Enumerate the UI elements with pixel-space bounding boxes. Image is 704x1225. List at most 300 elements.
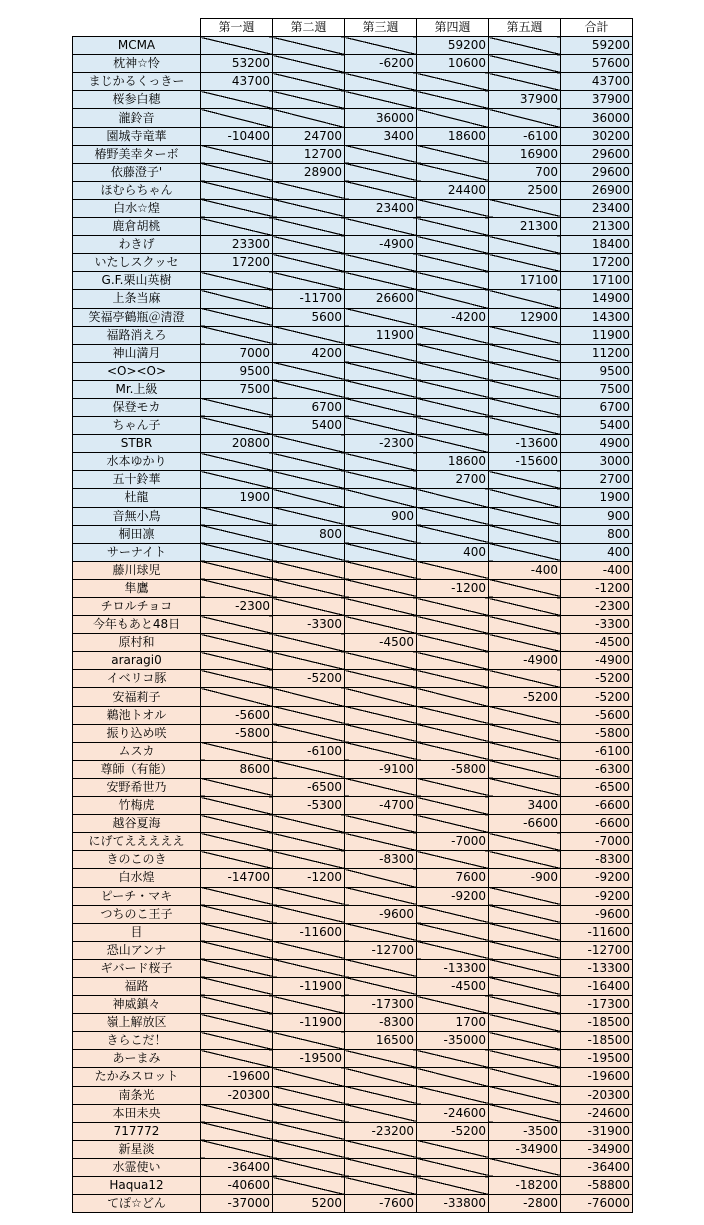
total-cell: -24600 [561, 1104, 633, 1122]
table-row [73, 37, 633, 55]
week-3-cell: -12700 [345, 941, 417, 959]
table-row [73, 181, 633, 199]
table-row [73, 1140, 633, 1158]
week-2-cell [273, 652, 345, 670]
week-4-cell [417, 290, 489, 308]
week-3-cell: 23400 [345, 199, 417, 217]
week-1-cell [201, 815, 273, 833]
week-5-cell [489, 1104, 561, 1122]
player-name-cell: 越谷夏海 [73, 815, 201, 833]
total-cell: -31900 [561, 1122, 633, 1140]
player-name-cell: 新星淡 [73, 1140, 201, 1158]
week-1-cell [201, 833, 273, 851]
week-3-cell: -2300 [345, 435, 417, 453]
player-name-cell: 717772 [73, 1122, 201, 1140]
week-1-cell [201, 616, 273, 634]
week-5-cell [489, 1014, 561, 1032]
week-2-cell: -11900 [273, 977, 345, 995]
player-name-cell: つちのこ王子 [73, 905, 201, 923]
week-5-cell [489, 742, 561, 760]
week-4-cell [417, 199, 489, 217]
table-row [73, 905, 633, 923]
player-name-cell: <O><O> [73, 362, 201, 380]
total-cell: -6500 [561, 778, 633, 796]
week-2-cell [273, 362, 345, 380]
week-2-cell: -5300 [273, 797, 345, 815]
week-3-cell [345, 1068, 417, 1086]
week-5-cell: 16900 [489, 145, 561, 163]
week-5-cell [489, 670, 561, 688]
week-2-cell [273, 1068, 345, 1086]
week-3-cell [345, 145, 417, 163]
week-4-cell [417, 489, 489, 507]
player-name-cell: 目 [73, 923, 201, 941]
week-3-cell [345, 471, 417, 489]
week-3-cell [345, 453, 417, 471]
table-row [73, 109, 633, 127]
header-total: 合計 [561, 19, 633, 37]
week-4-cell [417, 1140, 489, 1158]
player-name-cell: 安野希世乃 [73, 778, 201, 796]
week-4-cell: -4500 [417, 977, 489, 995]
week-1-cell: -19600 [201, 1068, 273, 1086]
week-3-cell: -8300 [345, 851, 417, 869]
week-2-cell: 12700 [273, 145, 345, 163]
week-3-cell [345, 344, 417, 362]
week-4-cell [417, 525, 489, 543]
table-row [73, 127, 633, 145]
week-1-cell [201, 1122, 273, 1140]
total-cell: 14300 [561, 308, 633, 326]
week-2-cell [273, 941, 345, 959]
week-3-cell [345, 1086, 417, 1104]
week-2-cell [273, 561, 345, 579]
week-2-cell [273, 579, 345, 597]
week-4-cell: -4200 [417, 308, 489, 326]
week-2-cell [273, 996, 345, 1014]
table-row [73, 561, 633, 579]
table-row [73, 579, 633, 597]
player-name-cell: 水霊使い [73, 1158, 201, 1176]
week-1-cell [201, 797, 273, 815]
player-name-cell: 神威鎮々 [73, 996, 201, 1014]
week-1-cell: -36400 [201, 1158, 273, 1176]
table-row [73, 254, 633, 272]
week-2-cell [273, 543, 345, 561]
table-row [73, 634, 633, 652]
total-cell: 57600 [561, 55, 633, 73]
total-cell: 2700 [561, 471, 633, 489]
week-3-cell [345, 652, 417, 670]
week-5-cell: 17100 [489, 272, 561, 290]
week-1-cell [201, 778, 273, 796]
header-week-3: 第三週 [345, 19, 417, 37]
total-cell: -11600 [561, 923, 633, 941]
player-name-cell: 桐田凛 [73, 525, 201, 543]
week-3-cell: 900 [345, 507, 417, 525]
week-5-cell [489, 616, 561, 634]
table-row [73, 471, 633, 489]
week-3-cell [345, 598, 417, 616]
week-2-cell [273, 1032, 345, 1050]
total-cell: 900 [561, 507, 633, 525]
table-row [73, 272, 633, 290]
week-1-cell [201, 507, 273, 525]
week-2-cell [273, 1104, 345, 1122]
week-4-cell [417, 1068, 489, 1086]
table-row [73, 941, 633, 959]
player-name-cell: STBR [73, 435, 201, 453]
week-2-cell: 28900 [273, 163, 345, 181]
table-row [73, 1104, 633, 1122]
week-5-cell: -6100 [489, 127, 561, 145]
week-4-cell [417, 996, 489, 1014]
total-cell: 7500 [561, 380, 633, 398]
week-4-cell [417, 598, 489, 616]
week-2-cell: 5400 [273, 417, 345, 435]
week-2-cell [273, 634, 345, 652]
week-5-cell [489, 290, 561, 308]
week-5-cell [489, 1086, 561, 1104]
total-cell: 400 [561, 543, 633, 561]
week-1-cell: -5600 [201, 706, 273, 724]
week-4-cell [417, 272, 489, 290]
week-4-cell [417, 905, 489, 923]
total-cell: -19600 [561, 1068, 633, 1086]
week-3-cell: -17300 [345, 996, 417, 1014]
week-2-cell [273, 1158, 345, 1176]
week-4-cell [417, 797, 489, 815]
total-cell: -20300 [561, 1086, 633, 1104]
week-1-cell: 8600 [201, 760, 273, 778]
week-3-cell [345, 869, 417, 887]
week-1-cell: 7000 [201, 344, 273, 362]
player-name-cell: 今年もあと48日 [73, 616, 201, 634]
week-5-cell [489, 996, 561, 1014]
week-3-cell [345, 163, 417, 181]
week-2-cell [273, 851, 345, 869]
week-1-cell [201, 525, 273, 543]
total-cell: 29600 [561, 163, 633, 181]
player-name-cell: ムスカ [73, 742, 201, 760]
table-row [73, 145, 633, 163]
total-cell: 14900 [561, 290, 633, 308]
week-5-cell [489, 977, 561, 995]
week-3-cell: -4700 [345, 797, 417, 815]
week-4-cell: -24600 [417, 1104, 489, 1122]
week-1-cell [201, 417, 273, 435]
week-4-cell [417, 109, 489, 127]
week-3-cell: -6200 [345, 55, 417, 73]
week-1-cell [201, 851, 273, 869]
table-row [73, 598, 633, 616]
week-2-cell [273, 435, 345, 453]
week-5-cell: -13600 [489, 435, 561, 453]
player-name-cell: 安福莉子 [73, 688, 201, 706]
week-4-cell [417, 634, 489, 652]
week-2-cell: -6100 [273, 742, 345, 760]
table-row [73, 163, 633, 181]
player-name-cell: 南条光 [73, 1086, 201, 1104]
week-4-cell: -9200 [417, 887, 489, 905]
total-cell: 18400 [561, 236, 633, 254]
table-row [73, 959, 633, 977]
player-name-cell: G.F.栗山英樹 [73, 272, 201, 290]
week-3-cell: -9100 [345, 760, 417, 778]
week-4-cell: 59200 [417, 37, 489, 55]
week-3-cell [345, 579, 417, 597]
week-1-cell [201, 1050, 273, 1068]
total-cell: 3000 [561, 453, 633, 471]
week-5-cell: -15600 [489, 453, 561, 471]
table-row [73, 977, 633, 995]
week-3-cell [345, 417, 417, 435]
table-row [73, 1086, 633, 1104]
total-cell: 37900 [561, 91, 633, 109]
table-row [73, 1014, 633, 1032]
week-2-cell [273, 1122, 345, 1140]
week-1-cell [201, 290, 273, 308]
player-name-cell: チロルチョコ [73, 598, 201, 616]
total-cell: -4500 [561, 634, 633, 652]
player-name-cell: 恐山アンナ [73, 941, 201, 959]
week-2-cell [273, 55, 345, 73]
total-cell: 9500 [561, 362, 633, 380]
week-2-cell [273, 706, 345, 724]
week-5-cell [489, 905, 561, 923]
total-cell: 23400 [561, 199, 633, 217]
week-5-cell: -34900 [489, 1140, 561, 1158]
week-5-cell [489, 55, 561, 73]
week-4-cell: 24400 [417, 181, 489, 199]
total-cell: -17300 [561, 996, 633, 1014]
total-cell: -4900 [561, 652, 633, 670]
week-3-cell [345, 1177, 417, 1195]
week-5-cell [489, 362, 561, 380]
week-5-cell [489, 199, 561, 217]
player-name-cell: 水本ゆかり [73, 453, 201, 471]
player-name-cell: 福路消えろ [73, 326, 201, 344]
week-3-cell [345, 181, 417, 199]
week-3-cell [345, 398, 417, 416]
week-1-cell: 20800 [201, 435, 273, 453]
total-cell: -400 [561, 561, 633, 579]
week-5-cell [489, 706, 561, 724]
week-4-cell: 1700 [417, 1014, 489, 1032]
week-1-cell [201, 163, 273, 181]
week-3-cell [345, 977, 417, 995]
week-1-cell [201, 181, 273, 199]
week-5-cell [489, 344, 561, 362]
week-1-cell: -14700 [201, 869, 273, 887]
total-cell: -16400 [561, 977, 633, 995]
week-1-cell: -37000 [201, 1195, 273, 1213]
week-2-cell [273, 815, 345, 833]
week-5-cell: -18200 [489, 1177, 561, 1195]
score-table [72, 18, 633, 1213]
week-2-cell [273, 471, 345, 489]
week-1-cell [201, 1140, 273, 1158]
week-4-cell [417, 380, 489, 398]
week-4-cell [417, 742, 489, 760]
total-cell: 29600 [561, 145, 633, 163]
week-1-cell [201, 923, 273, 941]
table-row [73, 489, 633, 507]
week-4-cell [417, 616, 489, 634]
total-cell: 1900 [561, 489, 633, 507]
week-2-cell [273, 1140, 345, 1158]
total-cell: 17100 [561, 272, 633, 290]
week-3-cell: 3400 [345, 127, 417, 145]
total-cell: 11900 [561, 326, 633, 344]
week-3-cell: 16500 [345, 1032, 417, 1050]
week-5-cell [489, 1032, 561, 1050]
total-cell: -7000 [561, 833, 633, 851]
week-2-cell: 5600 [273, 308, 345, 326]
total-cell: -18500 [561, 1014, 633, 1032]
week-4-cell [417, 507, 489, 525]
week-2-cell [273, 507, 345, 525]
player-name-cell: わきげ [73, 236, 201, 254]
week-3-cell: -8300 [345, 1014, 417, 1032]
week-5-cell: -3500 [489, 1122, 561, 1140]
week-5-cell: 37900 [489, 91, 561, 109]
week-4-cell: 400 [417, 543, 489, 561]
week-3-cell [345, 724, 417, 742]
player-name-cell: MCMA [73, 37, 201, 55]
total-cell: -18500 [561, 1032, 633, 1050]
week-4-cell [417, 688, 489, 706]
total-cell: 800 [561, 525, 633, 543]
week-5-cell: -6600 [489, 815, 561, 833]
week-4-cell [417, 362, 489, 380]
player-name-cell: araragi0 [73, 652, 201, 670]
week-4-cell [417, 923, 489, 941]
week-1-cell [201, 634, 273, 652]
week-5-cell: -900 [489, 869, 561, 887]
table-row [73, 670, 633, 688]
week-2-cell: -11900 [273, 1014, 345, 1032]
week-5-cell [489, 923, 561, 941]
week-1-cell [201, 670, 273, 688]
week-2-cell [273, 833, 345, 851]
table-row [73, 453, 633, 471]
total-cell: 17200 [561, 254, 633, 272]
table-row [73, 435, 633, 453]
week-4-cell [417, 815, 489, 833]
total-cell: -6300 [561, 760, 633, 778]
week-4-cell: -5800 [417, 760, 489, 778]
total-cell: -12700 [561, 941, 633, 959]
week-5-cell: 3400 [489, 797, 561, 815]
week-3-cell [345, 380, 417, 398]
total-cell: -76000 [561, 1195, 633, 1213]
week-1-cell [201, 471, 273, 489]
header-week-4: 第四週 [417, 19, 489, 37]
table-row [73, 833, 633, 851]
total-cell: -36400 [561, 1158, 633, 1176]
week-4-cell [417, 145, 489, 163]
total-cell: -58800 [561, 1177, 633, 1195]
player-name-cell: いたしスクッセ [73, 254, 201, 272]
week-4-cell [417, 670, 489, 688]
table-row [73, 543, 633, 561]
table-row [73, 417, 633, 435]
week-2-cell: -11600 [273, 923, 345, 941]
week-4-cell [417, 724, 489, 742]
week-1-cell: 53200 [201, 55, 273, 73]
player-name-cell: ほむらちゃん [73, 181, 201, 199]
week-4-cell [417, 344, 489, 362]
week-5-cell: -2800 [489, 1195, 561, 1213]
week-1-cell [201, 109, 273, 127]
table-row [73, 923, 633, 941]
player-name-cell: きのこのき [73, 851, 201, 869]
total-cell: 4900 [561, 435, 633, 453]
week-5-cell [489, 724, 561, 742]
player-name-cell: 隼鷹 [73, 579, 201, 597]
week-4-cell: 2700 [417, 471, 489, 489]
week-3-cell: -4500 [345, 634, 417, 652]
total-cell: -5800 [561, 724, 633, 742]
week-5-cell [489, 507, 561, 525]
week-2-cell: -11700 [273, 290, 345, 308]
week-1-cell [201, 543, 273, 561]
week-5-cell: 700 [489, 163, 561, 181]
week-1-cell [201, 1104, 273, 1122]
week-2-cell [273, 380, 345, 398]
player-name-cell: あーまみ [73, 1050, 201, 1068]
week-5-cell [489, 37, 561, 55]
week-5-cell: -4900 [489, 652, 561, 670]
table-row [73, 797, 633, 815]
total-cell: -1200 [561, 579, 633, 597]
week-5-cell [489, 887, 561, 905]
week-4-cell: -5200 [417, 1122, 489, 1140]
table-row [73, 308, 633, 326]
table-row [73, 1122, 633, 1140]
table-row [73, 525, 633, 543]
table-row [73, 344, 633, 362]
week-2-cell: 800 [273, 525, 345, 543]
total-cell: 11200 [561, 344, 633, 362]
week-2-cell [273, 688, 345, 706]
week-1-cell [201, 996, 273, 1014]
week-4-cell [417, 706, 489, 724]
player-name-cell: てぽ☆どん [73, 1195, 201, 1213]
week-4-cell [417, 561, 489, 579]
week-3-cell [345, 489, 417, 507]
week-3-cell: -23200 [345, 1122, 417, 1140]
week-3-cell: -4900 [345, 236, 417, 254]
player-name-cell: 保登モカ [73, 398, 201, 416]
week-4-cell [417, 851, 489, 869]
table-row [73, 1032, 633, 1050]
week-1-cell [201, 941, 273, 959]
week-2-cell: 4200 [273, 344, 345, 362]
table-row [73, 815, 633, 833]
week-4-cell [417, 778, 489, 796]
total-cell: -19500 [561, 1050, 633, 1068]
header-corner [73, 19, 201, 37]
week-3-cell [345, 362, 417, 380]
week-5-cell [489, 941, 561, 959]
week-1-cell [201, 91, 273, 109]
week-5-cell [489, 489, 561, 507]
week-1-cell: 17200 [201, 254, 273, 272]
week-4-cell [417, 1158, 489, 1176]
week-5-cell [489, 634, 561, 652]
